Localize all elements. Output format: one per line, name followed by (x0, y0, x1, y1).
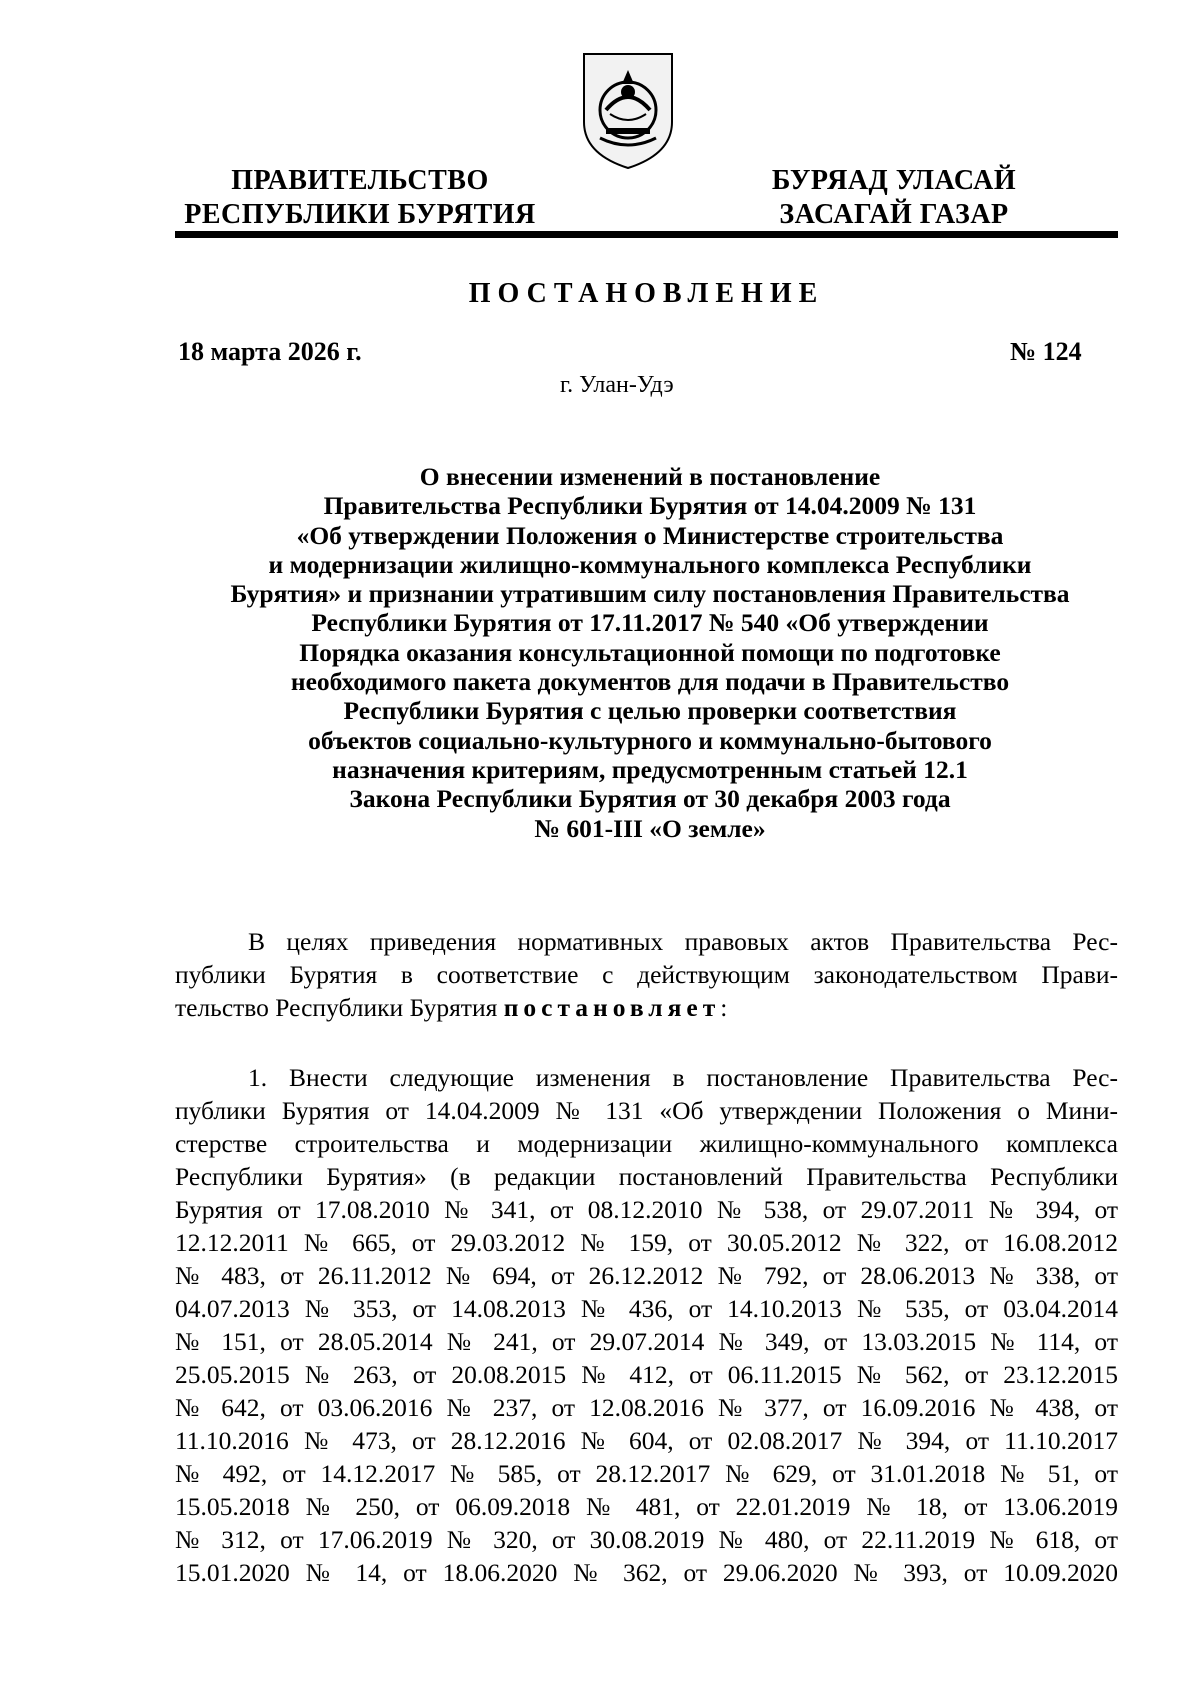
title-line: и модернизации жилищно-коммунального комплекса Республики (268, 549, 1032, 579)
item-1-paragraph (175, 1061, 1118, 1589)
document-city: г. Улан-Удэ (560, 372, 674, 398)
title-line: Закона Республики Бурятия от 30 декабря 2003 года (349, 784, 951, 814)
gov-bur-line-2: ЗАСАГАЙ ГАЗАР (779, 199, 1009, 230)
title-line: Порядка оказания консультационной помощи по подготовке (299, 637, 1001, 667)
item-1-line: № 483, от 26.11.2012 № 694, от 26.12.2012 № 792, от 28.06.2013 № 338, от (175, 1261, 1118, 1290)
title-line: объектов социально-культурного и коммунально-бытового (308, 725, 992, 755)
gov-ru-line-2: РЕСПУБЛИКИ БУРЯТИЯ (184, 199, 536, 230)
title-line: назначения критериям, предусмотренным статьей 12.1 (332, 754, 968, 784)
item-1-line: стерстве строительства и модернизации жилищно-коммунального комплекса (175, 1129, 1118, 1158)
gov-bur-line-1: БУРЯАД УЛАСАЙ (771, 165, 1017, 196)
item-1-line: 11.10.2016 № 473, от 28.12.2016 № 604, от 02.08.2017 № 394, от 11.10.2017 (175, 1426, 1118, 1455)
item-1-line: 25.05.2015 № 263, от 20.08.2015 № 412, от 06.11.2015 № 562, от 23.12.2015 (175, 1360, 1118, 1389)
item-1-line: № 492, от 14.12.2017 № 585, от 28.12.2017 № 629, от 31.01.2018 № 51, от (175, 1459, 1118, 1488)
item-1-line: публики Бурятия от 14.04.2009 № 131 «Об утверждении Положения о Мини- (175, 1096, 1118, 1125)
title-line: Правительства Республики Бурятия от 14.04.2009 № 131 (323, 491, 977, 521)
coat-of-arms-icon (576, 44, 680, 172)
title-line: Республики Бурятия с целью проверки соответствия (343, 696, 957, 726)
title-line: Республики Бурятия от 17.11.2017 № 540 «Об утверждении (311, 608, 989, 638)
item-1-line: № 642, от 03.06.2016 № 237, от 12.08.2016 № 377, от 16.09.2016 № 438, от (175, 1393, 1118, 1422)
preamble-line (175, 991, 1118, 1024)
preamble-line-start: тельство Республики Бурятия (175, 993, 504, 1022)
item-1-line: 15.05.2018 № 250, от 06.09.2018 № 481, от 22.01.2019 № 18, от 13.06.2019 (175, 1492, 1118, 1521)
document-title (200, 462, 1100, 843)
preamble-line: публики Бурятия в соответствие с действующим законодательством Прави- (175, 960, 1118, 989)
item-1-line: Республики Бурятия» (в редакции постановлений Правительства Республики (175, 1162, 1118, 1191)
title-line: «Об утверждении Положения о Министерстве строительства (296, 520, 1004, 550)
item-1-line: № 312, от 17.06.2019 № 320, от 30.08.2019 № 480, от 22.11.2019 № 618, от (175, 1525, 1118, 1554)
preamble-line: В целях приведения нормативных правовых актов Правительства Рес- (248, 927, 1118, 956)
header-divider (175, 231, 1118, 238)
item-1-line: 15.01.2020 № 14, от 18.06.2020 № 362, от 29.06.2020 № 393, от 10.09.2020 (175, 1558, 1118, 1587)
item-1-line: Бурятия от 17.08.2010 № 341, от 08.12.2010 № 538, от 29.07.2011 № 394, от (175, 1195, 1118, 1224)
item-1-line: № 151, от 28.05.2014 № 241, от 29.07.2014 № 349, от 13.03.2015 № 114, от (175, 1327, 1118, 1356)
resolves-keyword: постановляет (503, 993, 721, 1022)
government-name-russian (170, 164, 550, 232)
title-line: № 601-III «О земле» (534, 813, 766, 843)
document-date: 18 марта 2026 г. (178, 337, 362, 366)
title-line: Бурятия» и признании утратившим силу постановления Правительства (230, 579, 1070, 609)
item-1-line: 1. Внести следующие изменения в постановление Правительства Рес- (248, 1063, 1118, 1092)
document-number: № 124 (1010, 337, 1082, 366)
title-line: О внесении изменений в постановление (419, 462, 881, 491)
item-1-line: 12.12.2011 № 665, от 29.03.2012 № 159, от 30.05.2012 № 322, от 16.08.2012 (175, 1228, 1118, 1257)
title-line: необходимого пакета документов для подачи в Правительство (290, 667, 1010, 697)
gov-ru-line-1: ПРАВИТЕЛЬСТВО (231, 165, 489, 196)
item-1-line: 04.07.2013 № 353, от 14.08.2013 № 436, от 14.10.2013 № 535, от 03.04.2014 (175, 1294, 1118, 1323)
coat-of-arms-emblem (576, 44, 680, 172)
government-name-buryat (744, 164, 1044, 232)
preamble-paragraph (175, 925, 1118, 1024)
preamble-line-end: : (720, 993, 728, 1022)
document-type: ПОСТАНОВЛЕНИЕ (468, 278, 825, 309)
